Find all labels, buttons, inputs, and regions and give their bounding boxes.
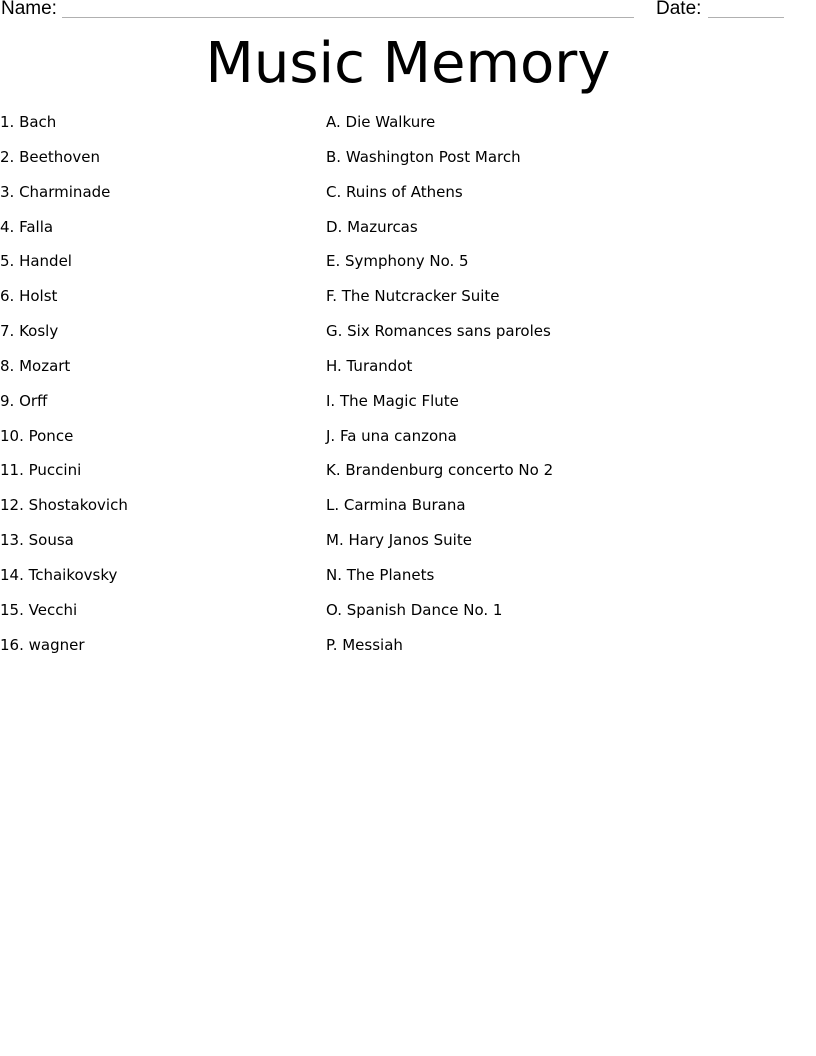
work-item: D. Mazurcas [326, 217, 418, 236]
composer-item: 5. Handel [0, 252, 72, 271]
composer-item: 9. Orff [0, 391, 48, 410]
name-blank-line [62, 17, 634, 18]
composer-list [0, 111, 128, 669]
work-item: A. Die Walkure [326, 113, 436, 131]
work-item: G. Six Romances sans paroles [326, 322, 551, 341]
composer-item: 4. Falla [0, 217, 54, 236]
work-list [326, 111, 553, 669]
composer-item: 7. Kosly [0, 322, 59, 341]
composer-item: 15. Vecchi [0, 600, 78, 619]
composer-item: 6. Holst [0, 287, 58, 306]
work-item: I. The Magic Flute [326, 391, 459, 410]
worksheet-header [0, 0, 816, 22]
composer-item: 13. Sousa [0, 531, 74, 550]
page-title: Music Memory [205, 31, 611, 96]
work-item: P. Messiah [326, 635, 403, 654]
work-item: K. Brandenburg concerto No 2 [326, 461, 554, 480]
work-item: C. Ruins of Athens [326, 182, 463, 201]
composer-item: 3. Charminade [0, 182, 111, 201]
work-item: N. The Planets [326, 565, 435, 584]
composer-item: 14. Tchaikovsky [0, 565, 118, 584]
date-label: Date: [656, 0, 702, 19]
work-item: F. The Nutcracker Suite [326, 287, 500, 306]
work-item: O. Spanish Dance No. 1 [326, 600, 503, 619]
composer-item: 1. Bach [0, 113, 57, 131]
work-item: E. Symphony No. 5 [326, 252, 469, 271]
composer-item: 2. Beethoven [0, 147, 101, 166]
date-blank-line [708, 17, 784, 18]
composer-item: 12. Shostakovich [0, 496, 128, 515]
composer-item: 8. Mozart [0, 356, 71, 375]
work-item: M. Hary Janos Suite [326, 531, 472, 550]
composer-item: 16. wagner [0, 635, 85, 654]
work-item: L. Carmina Burana [326, 496, 466, 515]
work-item: B. Washington Post March [326, 147, 521, 166]
composer-item: 11. Puccini [0, 461, 82, 480]
work-item: J. Fa una canzona [326, 426, 457, 445]
work-item: H. Turandot [326, 356, 413, 375]
composer-item: 10. Ponce [0, 426, 74, 445]
name-label: Name: [1, 0, 57, 19]
